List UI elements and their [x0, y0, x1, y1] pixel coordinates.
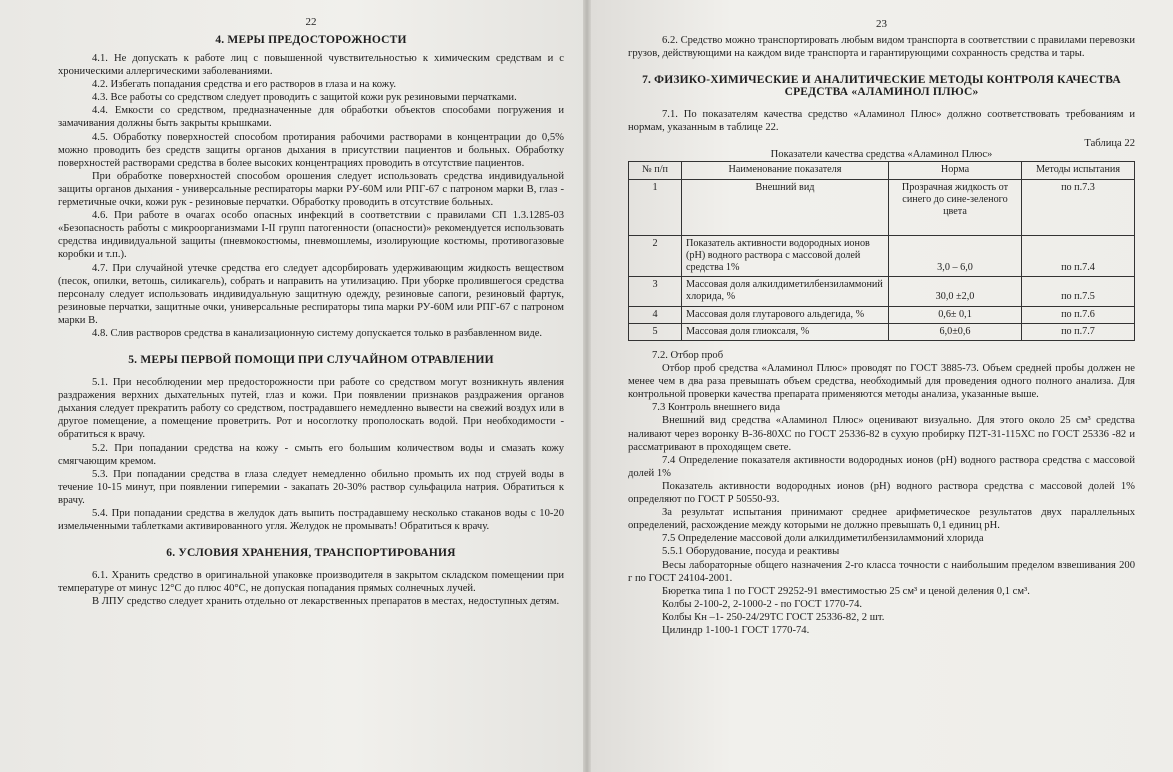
table-header-row [629, 162, 1135, 179]
cell-norm: 30,0 ±2,0 [889, 277, 1022, 306]
paragraph: Внешний вид средства «Аламинол Плюс» оценивают визуально. Для этого около 25 см³ средства наливают через воронку В-36-80ХС по ГОСТ 25336-82 в сухую пробирку П2Т-31-115ХС по ГОСТ 25336 -82 и рассматривают в проходящем свете. [628, 415, 1135, 453]
cell-number: 1 [629, 179, 682, 235]
paragraph: 6.1. Хранить средство в оригинальной упаковке производителя в закрытом складском помещении при температуре от минус 12°С до плюс 40°С, не допуская попадания прямых солнечных лучей. [58, 570, 564, 595]
cell-name: Массовая доля глиоксаля, % [682, 323, 889, 340]
paragraph: За результат испытания принимают среднее арифметическое результатов двух параллельных определений, расхождение между которыми не должно превышать 0,1 единиц рН. [628, 507, 1135, 532]
paragraph: Весы лабораторные общего назначения 2-го класса точности с наибольшим пределом взвешивания 200 г по ГОСТ 24104-2001. [628, 559, 1135, 584]
table-row [629, 277, 1135, 306]
cell-method: по п.7.5 [1022, 277, 1135, 306]
table-label: Таблица 22 [1084, 138, 1135, 150]
cell-norm: Прозрачная жидкость от синего до сине-зеленого цвета [889, 179, 1022, 235]
section-6-title: 6. УСЛОВИЯ ХРАНЕНИЯ, ТРАНСПОРТИРОВАНИЯ [166, 547, 456, 560]
cell-number: 2 [629, 235, 682, 277]
table-row [629, 235, 1135, 277]
page-22 [0, 0, 586, 772]
cell-number: 4 [629, 306, 682, 323]
paragraph: 4.3. Все работы со средством следует проводить с защитой кожи рук резиновыми перчатками. [92, 92, 517, 104]
paragraph: 4.5. Обработку поверхностей способом протирания рабочими растворами в концентрации до 0,5% можно проводить без средств защиты органов дыхания в присутствии пациентов и больных. Обработку поверхностей растворами средства в более высоких концентрациях проводить в отсутствие пациентов. [58, 131, 564, 169]
cell-method: по п.7.6 [1022, 306, 1135, 323]
paragraph: 6.2. Средство можно транспортировать любым видом транспорта в соответствии с правилами перевозки грузов, действующими на каждом виде транспорта и гарантирующими сохранность средства и тары. [628, 35, 1135, 60]
paragraph: Бюретка типа 1 по ГОСТ 29252-91 вместимостью 25 см³ и ценой деления 0,1 см³. [662, 585, 1030, 597]
subsection-title: 7.5 Определение массовой доли алкилдиметилбензиламмоний хлорида [662, 533, 984, 545]
subsection-title: 7.4 Определение показателя активности водородных ионов (рН) водного раствора средства с массовой долей 1% [628, 454, 1135, 479]
paragraph: Отбор проб средства «Аламинол Плюс» проводят по ГОСТ 3885-73. Объем средней пробы должен не менее чем в два раза превышать объем средства, необходимый для проведения одного полного анализа. Для контрольной проверки качества препарата применяются методы анализа, указанные выше. [628, 363, 1135, 401]
paragraph: Цилиндр 1-100-1 ГОСТ 1770-74. [662, 624, 810, 636]
paragraph: 4.4. Емкости со средством, предназначенные для обработки объектов способами погружения и замачивания должны быть закрыты крышками. [58, 105, 564, 130]
paragraph: В ЛПУ средство следует хранить отдельно от лекарственных препаратов в местах, недоступных детям. [92, 596, 560, 608]
section-7-title: 7. ФИЗИКО-ХИМИЧЕСКИЕ И АНАЛИТИЧЕСКИЕ МЕТОДЫ КОНТРОЛЯ КАЧЕСТВА СРЕДСТВА «АЛАМИНОЛ ПЛЮС» [642, 74, 1121, 99]
cell-name: Внешний вид [682, 179, 889, 235]
page-number: 22 [305, 16, 317, 28]
cell-number: 5 [629, 323, 682, 340]
table-row [629, 323, 1135, 340]
paragraph: 5.4. При попадании средства в желудок дать выпить пострадавшему несколько стаканов воды с 10-20 измельченными таблетками активированного угля. Желудок не промывать! Обратиться к врачу. [58, 508, 564, 533]
table-row [629, 179, 1135, 235]
book-gutter [583, 0, 591, 772]
paragraph: 4.1. Не допускать к работе лиц с повышенной чувствительностью к химическим средствам и с хроническими аллергическими заболеваниями. [58, 53, 564, 78]
cell-norm: 0,6± 0,1 [889, 306, 1022, 323]
subsection-title: 7.2. Отбор проб [652, 350, 724, 361]
cell-method: по п.7.3 [1022, 179, 1135, 235]
table-row [629, 306, 1135, 323]
section-5-title: 5. МЕРЫ ПЕРВОЙ ПОМОЩИ ПРИ СЛУЧАЙНОМ ОТРАВЛЕНИИ [128, 354, 494, 367]
paragraph: 4.2. Избегать попадания средства и его растворов в глаза и на кожу. [92, 79, 397, 91]
paragraph: 5.2. При попадании средства на кожу - смыть его большим количеством воды и смазать кожу смягчающим кремом. [58, 442, 564, 467]
cell-norm: 3,0 – 6,0 [889, 235, 1022, 277]
paragraph: Показатель активности водородных ионов (рН) водного раствора средства с массовой долей 1% определяют по ГОСТ Р 50550-93. [628, 480, 1135, 506]
column-header: Методы испытания [1022, 162, 1135, 179]
paragraph: 7.1. По показателям качества средство «Аламинол Плюс» должно соответствовать требованиям и нормам, указанным в таблице 22. [628, 109, 1135, 134]
paragraph: 4.6. При работе в очагах особо опасных инфекций в соответствии с правилами СП 1.3.1285-03 «Безопасность работы с микроорганизмами I-II групп патогенности (опасности)» рекомендуется использовать средства индивидуальной защиты (пневмокостюмы, пневмошлемы, изолирующие костюмы, противогазовые коробки и т.п.). [58, 210, 564, 261]
page-23 [586, 0, 1173, 772]
quality-table [628, 161, 1135, 341]
cell-name: Массовая доля алкилдиметилбензиламмоний хлорида, % [682, 277, 889, 306]
paragraph: Колбы Кн –1- 250-24/29ТС ГОСТ 25336-82, 2 шт. [662, 611, 885, 623]
cell-name: Показатель активности водородных ионов (рН) водного раствора с массовой долей средства 1% [682, 235, 889, 277]
table-caption: Показатели качества средства «Аламинол Плюс» [770, 149, 993, 161]
paragraph: 5.1. При несоблюдении мер предосторожности при работе со средством могут возникнуть явления раздражения верхних дыхательных путей, глаз и кожи. При появлении признаков раздражения органов дыхания следует прекратить работу со средством, пострадавшего немедленно вывести на свежий воздух или в другое помещение, а помещение проветрить. Рот и носоглотку прополоскать водой. При необходимости - обратиться к врачу. [58, 377, 564, 441]
paragraph: 5.5.1 Оборудование, посуда и реактивы [662, 546, 840, 558]
cell-name: Массовая доля глутарового альдегида, % [682, 306, 889, 323]
paragraph: Колбы 2-100-2, 2-1000-2 - по ГОСТ 1770-74. [662, 598, 863, 610]
paragraph: 4.8. Слив растворов средства в канализационную систему допускается только в разбавленном виде. [92, 327, 543, 339]
cell-method: по п.7.4 [1022, 235, 1135, 277]
page-number: 23 [876, 18, 887, 30]
subsection-title: 7.3 Контроль внешнего вида [652, 402, 781, 414]
cell-number: 3 [629, 277, 682, 306]
paragraph: 5.3. При попадании средства в глаза следует немедленно обильно промыть их под струей воды в течение 10-15 минут, при появлении гиперемии - закапать 20-30% раствор сульфацила натрия. Обратиться к врачу. [58, 468, 564, 506]
cell-norm: 6,0±0,6 [889, 323, 1022, 340]
paragraph: При обработке поверхностей способом орошения следует использовать средства индивидуальной защиты органов дыхания - универсальные респираторы марки РУ-60М или РПГ-67 с патроном марки В, глаз - герметичные очки, кожи рук - резиновые перчатки. Обработку проводить в отсутствие больных. [58, 170, 564, 209]
section-4-title: 4. МЕРЫ ПРЕДОСТОРОЖНОСТИ [215, 34, 407, 46]
column-header: Наименование показателя [682, 162, 889, 179]
paragraph: 4.7. При случайной утечке средства его следует адсорбировать удерживающим жидкость веществом (песок, опилки, ветошь, силикагель), собрать и направить на утилизацию. При уборке пролившегося средства персоналу следует использовать индивидуальную защитную одежду, резиновые сапоги, резиновый фартук, резиновые перчатки, защитные очки, универсальные респираторы типа марки РУ-60М или РПГ-67 с патроном марки В. [58, 262, 564, 326]
cell-method: по п.7.7 [1022, 323, 1135, 340]
column-header: № п/п [629, 162, 682, 179]
column-header: Норма [889, 162, 1022, 179]
